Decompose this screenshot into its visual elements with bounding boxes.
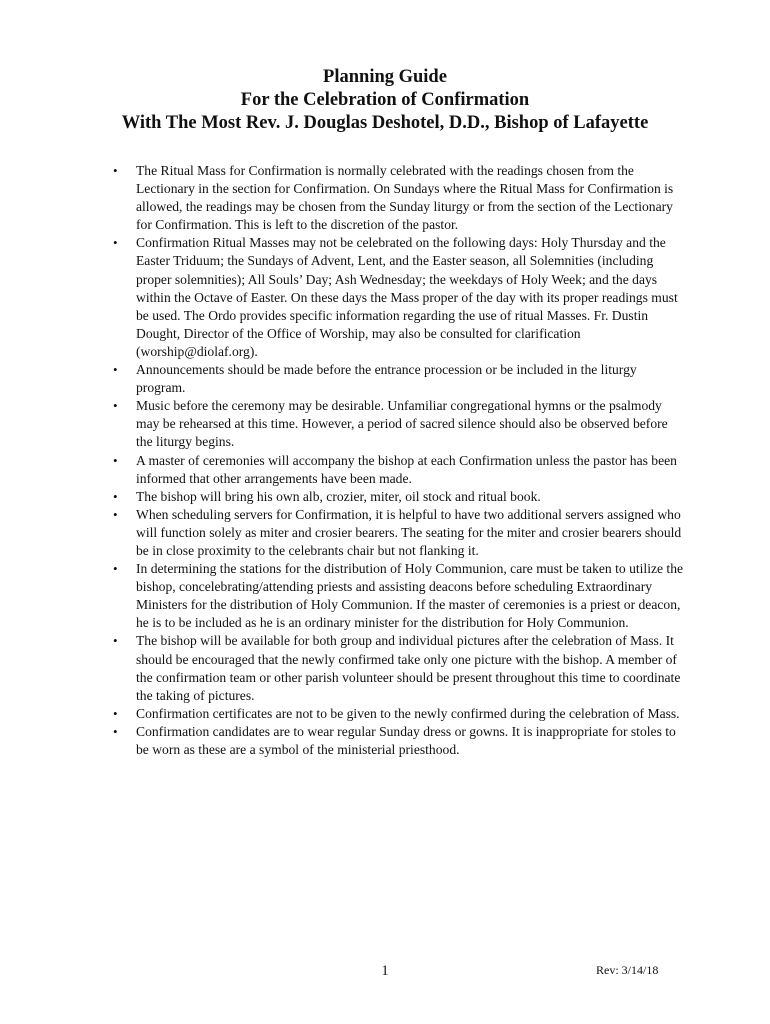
guideline-item	[106, 234, 686, 361]
guideline-item	[106, 506, 686, 560]
guideline-text: The bishop will bring his own alb, crozier, miter, oil stock and ritual book.	[136, 488, 541, 504]
guideline-text: Confirmation certificates are not to be given to the newly confirmed during the celebration of Mass.	[136, 705, 680, 721]
title-line-1: Planning Guide	[323, 67, 447, 87]
revision-date: Rev: 3/14/18	[596, 963, 659, 977]
guideline-item	[106, 452, 686, 488]
guideline-text: Announcements should be made before the entrance procession or be included in the liturgy program.	[136, 362, 637, 396]
guideline-text: The bishop will be available for both group and individual pictures after the celebration of Mass. It should be encouraged that the newly confirmed take only one picture with the bishop. A member of the confirmation team or other parish volunteer should be present throughout this time to coordinate the taking of pictures.	[136, 633, 681, 703]
guideline-item	[106, 705, 686, 723]
document-title	[60, 66, 710, 135]
guideline-text: Confirmation Ritual Masses may not be celebrated on the following days: Holy Thursday and the Easter Triduum; the Sundays of Advent, Lent, and the Easter season, all Solemnities (including proper solemnities); All Souls’ Day; Ash Wednesday; the weekdays of Holy Week; and the days within the Octave of Easter. On these days the Mass proper of the day with its proper readings must be used. The Ordo provides specific information regarding the use of ritual Masses. Fr. Dustin Dought, Director of the Office of Worship, may also be consulted for clarification (worship@diolaf.org).	[136, 235, 678, 359]
guideline-text: The Ritual Mass for Confirmation is normally celebrated with the readings chosen from the Lectionary in the section for Confirmation. On Sundays where the Ritual Mass for Confirmation is allowed, the readings may be chosen from the Sunday liturgy or from the section of the Lectionary for Confirmation. This is left to the discretion of the pastor.	[136, 163, 674, 233]
guideline-item	[106, 162, 686, 234]
bullet-icon: •	[113, 561, 118, 577]
bullet-icon: •	[113, 633, 118, 649]
bullet-icon: •	[113, 398, 118, 414]
guideline-list	[106, 162, 686, 759]
guideline-text: Music before the ceremony may be desirable. Unfamiliar congregational hymns or the psalmody may be rehearsed at this time. However, a period of sacred silence should also be observed before the liturgy begins.	[136, 398, 668, 450]
guideline-item	[106, 488, 686, 506]
guideline-item	[106, 632, 686, 704]
bullet-icon: •	[113, 362, 118, 378]
page-number: 1	[381, 963, 389, 979]
bullet-icon: •	[113, 235, 118, 251]
guideline-text: A master of ceremonies will accompany the bishop at each Confirmation unless the pastor has been informed that other arrangements have been made.	[136, 452, 677, 486]
bullet-icon: •	[113, 163, 118, 178]
guideline-item	[106, 560, 686, 632]
bullet-icon: •	[113, 723, 118, 739]
guideline-text: When scheduling servers for Confirmation, it is helpful to have two additional servers assigned who will function solely as miter and crosier bearers. The seating for the miter and crosier bearers should be in close proximity to the celebrants chair but not flanking it.	[136, 506, 682, 558]
bullet-icon: •	[113, 488, 118, 504]
bullet-icon: •	[113, 705, 118, 721]
guideline-item	[106, 361, 686, 397]
guideline-text: Confirmation candidates are to wear regular Sunday dress or gowns. It is inappropriate for stoles to be worn as these are a symbol of the ministerial priesthood.	[136, 723, 676, 757]
title-line-3: With The Most Rev. J. Douglas Deshotel, D.D., Bishop of Lafayette	[121, 113, 649, 133]
guideline-item	[106, 397, 686, 451]
title-line-2: For the Celebration of Confirmation	[240, 90, 530, 110]
guideline-item	[106, 723, 686, 759]
bullet-icon: •	[113, 452, 118, 468]
guideline-text: In determining the stations for the distribution of Holy Communion, care must be taken to utilize the bishop, concelebrating/attending priests and assisting deacons before scheduling Extraordinary Ministers for the distribution of Holy Communion. If the master of ceremonies is a priest or deacon, he is to be included as he is an ordinary minister for the distribution for Holy Communion.	[136, 561, 684, 631]
bullet-icon: •	[113, 506, 118, 522]
